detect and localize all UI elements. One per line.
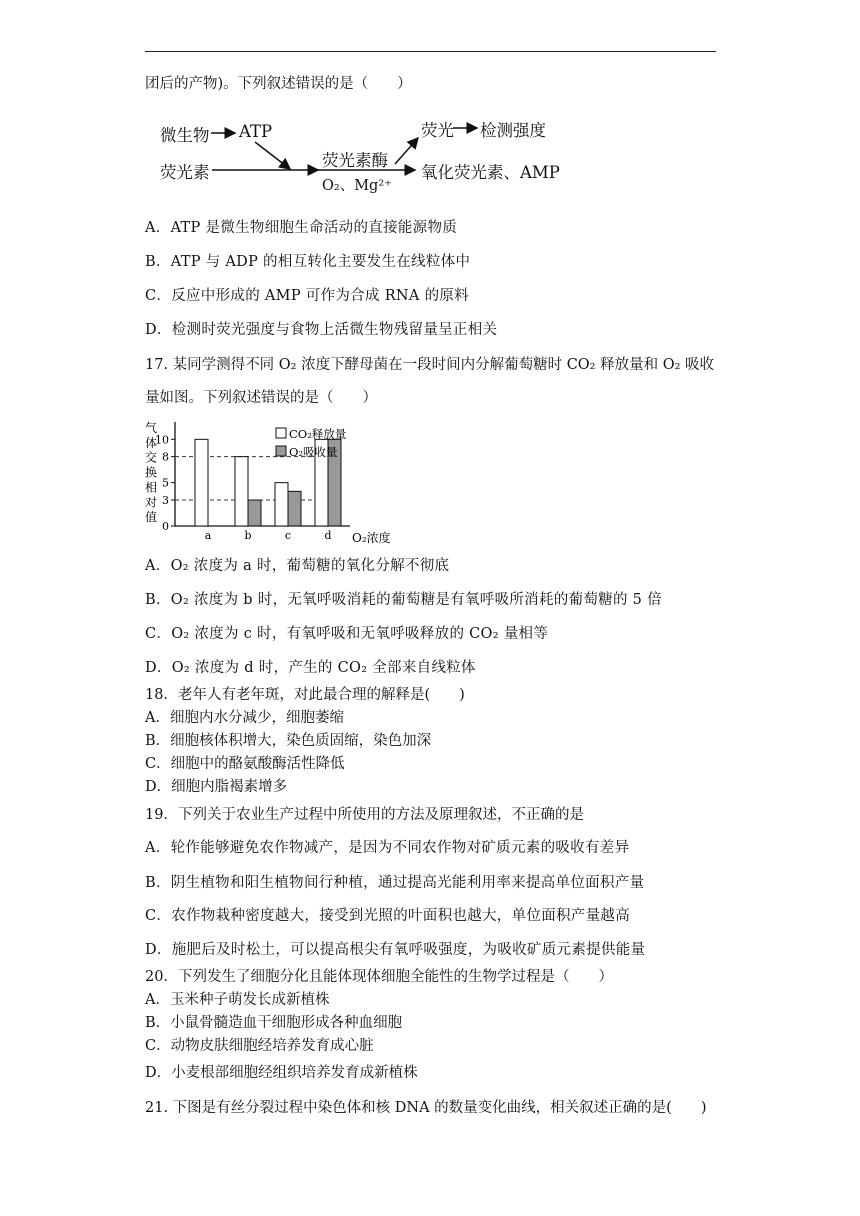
- q19-option-d: D．施肥后及时松土，可以提高根尖有氧呼吸强度，为吸收矿质元素提供能量: [145, 942, 646, 958]
- q19-option-a: A．轮作能够避免农作物减产，是因为不同农作物对矿质元素的吸收有差异: [145, 840, 630, 856]
- q18-option-b: B．细胞核体积增大，染色质固缩，染色加深: [145, 733, 432, 749]
- q16-option-c: C．反应中形成的 AMP 可作为合成 RNA 的原料: [145, 288, 469, 304]
- respiration-bar-chart: [143, 420, 403, 550]
- x-tick-label: d: [324, 529, 332, 542]
- y-axis-label-char: 值: [144, 510, 158, 525]
- q17-option-b: B．O₂ 浓度为 b 时，无氧呼吸消耗的葡萄糖是有氧呼吸所消耗的葡萄糖的 5 倍: [145, 592, 662, 608]
- y-tick-label: 3: [162, 494, 169, 507]
- bar: [248, 500, 261, 526]
- q17-option-c: C．O₂ 浓度为 c 时，有氧呼吸和无氧呼吸释放的 CO₂ 量相等: [145, 626, 549, 642]
- q20-option-d: D．小麦根部细胞经组织培养发育成新植株: [145, 1065, 418, 1081]
- legend-swatch: [276, 428, 286, 438]
- x-tick-label: b: [244, 529, 252, 542]
- diagram-fluorescence: 荧光: [421, 121, 454, 140]
- diagram-luciferase: 荧光素酶: [322, 151, 388, 170]
- q18-option-a: A．细胞内水分减少，细胞萎缩: [145, 710, 344, 726]
- q19-stem: 19．下列关于农业生产过程中所使用的方法及原理叙述，不正确的是: [145, 807, 584, 823]
- bar: [288, 491, 301, 526]
- diagram-conditions: O₂、Mg²⁺: [322, 178, 392, 194]
- q16-option-a: A．ATP 是微生物细胞生命活动的直接能源物质: [145, 220, 458, 236]
- legend-label: CO₂释放量: [289, 427, 347, 441]
- q20-option-b: B．小鼠骨髓造血干细胞形成各种血细胞: [145, 1015, 403, 1031]
- diagram-luciferin: 荧光素: [160, 163, 210, 182]
- y-axis-label-char: 相: [144, 480, 158, 495]
- y-axis-label-char: 体: [144, 435, 158, 450]
- q17-stem-line-1: 17. 某同学测得不同 O₂ 浓度下酵母菌在一段时间内分解葡萄糖时 CO₂ 释放量和 O₂ 吸收: [145, 357, 715, 373]
- bar: [195, 439, 208, 526]
- x-tick-label: c: [284, 529, 292, 542]
- q17-stem-line-2: 量如图。下列叙述错误的是（ ）: [145, 390, 377, 406]
- y-axis-label-char: 换: [144, 465, 158, 480]
- bar: [235, 457, 248, 526]
- q16-option-b: B．ATP 与 ADP 的相互转化主要发生在线粒体中: [145, 254, 471, 270]
- y-tick-label: 8: [162, 450, 169, 464]
- atp-luciferase-diagram: [150, 112, 580, 204]
- q19-option-b: B．阴生植物和阳生植物间行种植，通过提高光能利用率来提高单位面积产量: [145, 875, 645, 891]
- top-rule: [145, 51, 716, 52]
- q20-option-c: C．动物皮肤细胞经培养发育成心脏: [145, 1038, 374, 1054]
- q17-option-d: D．O₂ 浓度为 d 时，产生的 CO₂ 全部来自线粒体: [145, 660, 476, 676]
- diagram-detect-intensity: 检测强度: [480, 121, 546, 140]
- y-tick-label: 0: [162, 520, 169, 533]
- chart-svg: [143, 420, 403, 550]
- x-tick-label: a: [204, 529, 212, 542]
- q21-stem: 21. 下图是有丝分裂过程中染色体和核 DNA 的数量变化曲线，相关叙述正确的是( ): [145, 1100, 707, 1116]
- y-axis-label-char: 交: [144, 450, 158, 465]
- diagram-atp: ATP: [239, 122, 273, 141]
- q17-option-a: A．O₂ 浓度为 a 时，葡萄糖的氧化分解不彻底: [145, 558, 450, 574]
- y-tick-label: 10: [155, 433, 169, 447]
- q16-option-d: D．检测时荧光强度与食物上活微生物残留量呈正相关: [145, 322, 498, 338]
- q19-option-c: C．农作物栽种密度越大，接受到光照的叶面积也越大，单位面积产量越高: [145, 908, 630, 924]
- y-axis-label-char: 对: [144, 495, 158, 510]
- q20-option-a: A．玉米种子萌发长成新植株: [145, 992, 330, 1008]
- q18-stem: 18．老年人有老年斑，对此最合理的解释是( ): [145, 687, 465, 703]
- x-axis-label: O₂浓度: [352, 531, 391, 545]
- question-16-stem-fragment: 团后的产物)。下列叙述错误的是（ ）: [145, 76, 412, 92]
- legend-label: O₂吸收量: [289, 445, 338, 459]
- diagram-products: 氧化荧光素、AMP: [421, 163, 560, 182]
- q18-option-d: D．细胞内脂褐素增多: [145, 779, 288, 795]
- y-axis-label-char: 气: [144, 421, 158, 435]
- q18-option-c: C．细胞中的酪氨酸酶活性降低: [145, 756, 345, 772]
- q20-stem: 20．下列发生了细胞分化且能体现体细胞全能性的生物学过程是（ ）: [145, 969, 613, 985]
- y-tick-label: 5: [162, 476, 169, 490]
- diagram-microbe: 微生物: [160, 126, 210, 145]
- bar: [275, 483, 288, 526]
- legend-swatch: [276, 446, 286, 456]
